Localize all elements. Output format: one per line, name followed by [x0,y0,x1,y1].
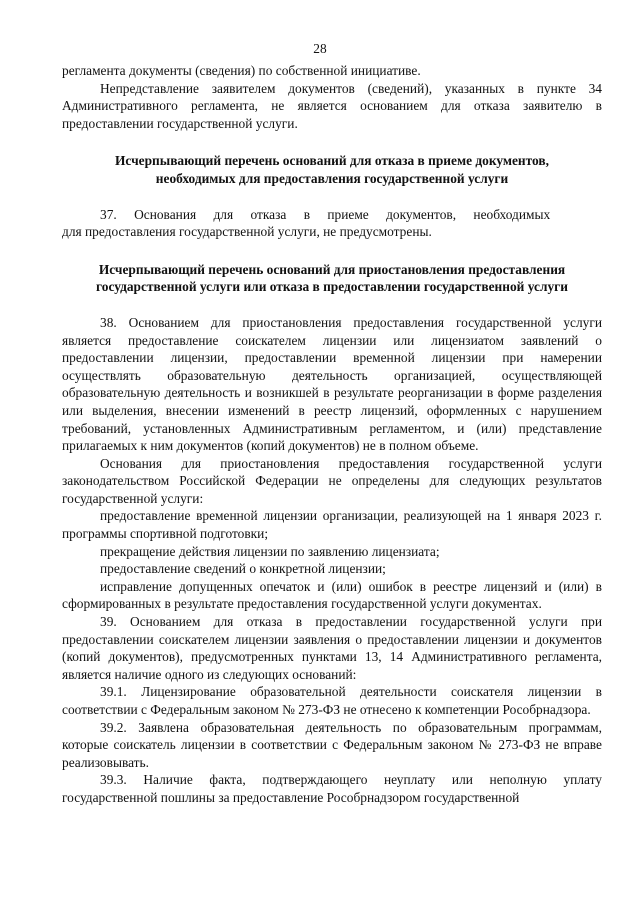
paragraph-37-line1: 37. Основания для отказа в приеме документов, необходимых [100,206,551,222]
page-number: 28 [313,41,327,56]
list-item-termination: прекращение действия лицензии по заявлению лицензиата; [100,543,440,559]
paragraph-continuation: регламента документы (сведения) по собственной инициативе. [62,63,421,78]
list-item-correction: исправление допущенных опечаток и (или) ошибок в реестре лицензий и (или) в сформированных в результате предоставления государственной услуги документах. [62,578,602,612]
paragraph-37-line2: для предоставления государственной услуги, не предусмотрены. [62,224,432,240]
section-heading-refusal-acceptance-line1: Исчерпывающий перечень оснований для отказа в приеме документов, [115,153,549,169]
list-item-license-info: предоставление сведений о конкретной лицензии; [100,561,386,577]
paragraph-non-submission: Непредставление заявителем документов (сведений), указанных в пункте 34 Административного регламента, не является основанием для отказа заявителю в предоставлении государственной услуги. [62,80,602,131]
section-heading-refusal-acceptance-line2: необходимых для предоставления государственной услуги [155,170,509,186]
paragraph-39-2: 39.2. Заявлена образовательная деятельность по образовательным программам, которые соискатель лицензии в соответствии с Федеральным законом № 273-ФЗ не вправе реализовывать. [62,719,602,770]
paragraph-38-grounds: Основания для приостановления предоставления государственной услуги законодательством Российской Федерации не определены для следующих результатов государственной услуги: [62,455,602,506]
list-item-temporary-license: предоставление временной лицензии организации, реализующей на 1 января 2023 г. программы спортивной подготовки; [62,508,602,542]
section-heading-suspension-line2: государственной услуги или отказа в предоставлении государственной услуги [96,279,568,295]
paragraph-39-3: 39.3. Наличие факта, подтверждающего неуплату или неполную уплату государственной пошлины за предоставление Рособрнадзором государственной [62,772,602,805]
paragraph-39-1: 39.1. Лицензирование образовательной деятельности соискателя лицензии в соответствии с Федеральным законом № 273-ФЗ не отнесено к компетенции Рособрнадзора. [62,684,602,717]
paragraph-39: 39. Основанием для отказа в предоставлении государственной услуги при предоставлении соискателем лицензии заявления о предоставлении лицензии и документов (копий документов), предусмотренных пунктами 13, 14 Административного регламента, является наличие одного из следующих оснований: [62,614,602,682]
page-content [62,62,602,807]
paragraph-38: 38. Основанием для приостановления предоставления государственной услуги является предоставление соискателем лицензии или лицензиатом заявлений о предоставлении лицензии, предоставлении временной лицензии при намерении осуществлять образовательную деятельность организацией, осуществляющей образовательную деятельность и возникшей в результате реорганизации в форме разделения или выделения, внесении изменений в реестр лицензий, оформленных с нарушением требований, установленных Административным регламентом, и (или) представление прилагаемых к ним документов (копий документов) не в полном объеме. [62,314,602,454]
section-heading-suspension-line1: Исчерпывающий перечень оснований для приостановления предоставления [98,261,566,277]
